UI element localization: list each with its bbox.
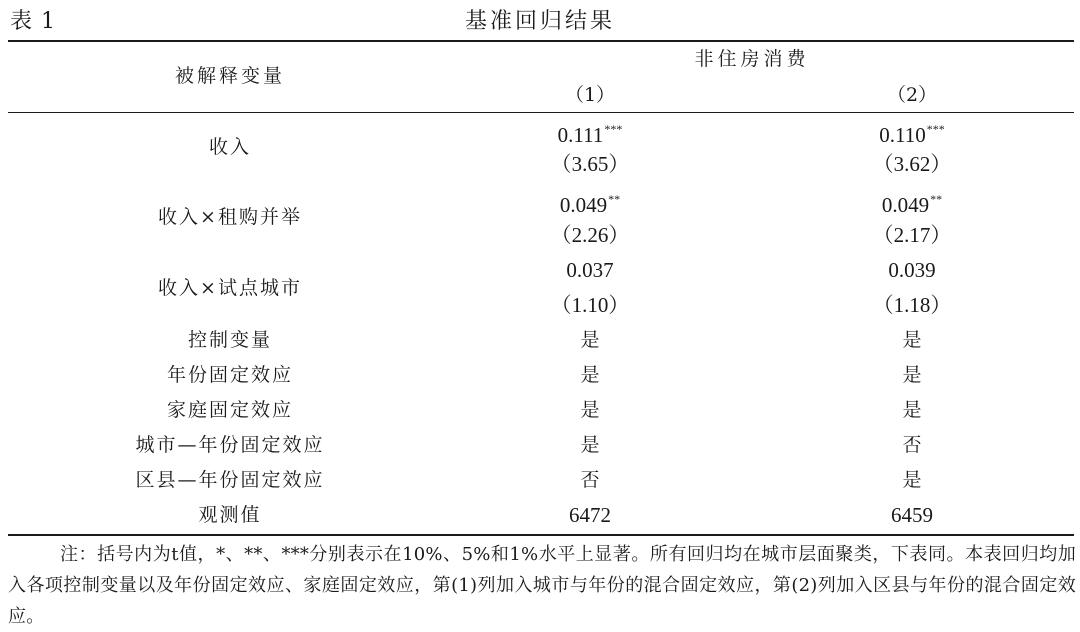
row-label-income: 收入 <box>208 136 251 158</box>
coef-interaction1-col1: 0.049** <box>559 192 621 217</box>
coef-interaction2-col1: 0.037 <box>566 258 614 282</box>
row-label-county-year-fe: 区县—年份固定效应 <box>135 469 325 491</box>
observations-col1: 6472 <box>569 503 611 527</box>
significance-stars: *** <box>604 122 623 136</box>
table-note: 注：括号内为t值，*、**、***分别表示在10%、5%和1%水平上显著。所有回归均在城市层面聚类，下表同。本表回归均加入各项控制变量以及年份固定效应、家庭固定效应，第(1)列加入城市与年份的混合固定效应，第(2)列加入区县与年份的混合固定效应。 <box>8 544 1076 627</box>
coef-income-col1: 0.111*** <box>557 122 623 147</box>
header-rule <box>8 112 1074 113</box>
row-label-year-fe: 年份固定效应 <box>166 364 293 386</box>
year-fe-col1: 是 <box>580 364 600 386</box>
bottom-rule <box>8 534 1074 536</box>
top-rule <box>8 40 1074 42</box>
coef-interaction1-col2: 0.049** <box>881 192 943 217</box>
significance-stars: *** <box>926 122 945 136</box>
column-header-1: （1） <box>564 84 616 106</box>
coef-interaction2-col2: 0.039 <box>888 258 936 282</box>
tstat-income-col1: （3.65） <box>550 152 630 176</box>
city-year-fe-col2: 否 <box>902 434 922 456</box>
tstat-interaction1-col2: （2.17） <box>872 223 952 247</box>
tstat-income-col2: （3.62） <box>872 152 952 176</box>
coef-income-col2: 0.110*** <box>879 122 945 147</box>
row-label-income-x-pilot-city: 收入×试点城市 <box>158 277 302 299</box>
tstat-interaction2-col1: （1.10） <box>550 293 630 317</box>
significance-stars: ** <box>608 192 621 206</box>
household-fe-col2: 是 <box>902 399 922 421</box>
row-label-income-x-rent-purchase: 收入×租购并举 <box>158 206 302 228</box>
household-fe-col1: 是 <box>580 399 600 421</box>
row-label-household-fe: 家庭固定效应 <box>166 399 293 421</box>
row-label-observations: 观测值 <box>198 504 262 526</box>
row-label-city-year-fe: 城市—年份固定效应 <box>135 434 325 456</box>
controls-col2: 是 <box>902 329 922 351</box>
year-fe-col2: 是 <box>902 364 922 386</box>
dependent-variable-header: 被解释变量 <box>174 65 285 87</box>
group-header-nonhousing-consumption: 非住房消费 <box>694 48 810 70</box>
table-caption <box>0 0 1080 40</box>
significance-stars: ** <box>930 192 943 206</box>
row-label-controls: 控制变量 <box>187 329 272 351</box>
table-number: 表 1 <box>10 9 56 34</box>
column-header-2: （2） <box>886 84 938 106</box>
observations-col2: 6459 <box>891 503 933 527</box>
tstat-interaction1-col1: （2.26） <box>550 223 630 247</box>
city-year-fe-col1: 是 <box>580 434 600 456</box>
county-year-fe-col1: 否 <box>580 469 600 491</box>
tstat-interaction2-col2: （1.18） <box>872 293 952 317</box>
county-year-fe-col2: 是 <box>902 469 922 491</box>
table-title: 基准回归结果 <box>464 9 615 34</box>
controls-col1: 是 <box>580 329 600 351</box>
